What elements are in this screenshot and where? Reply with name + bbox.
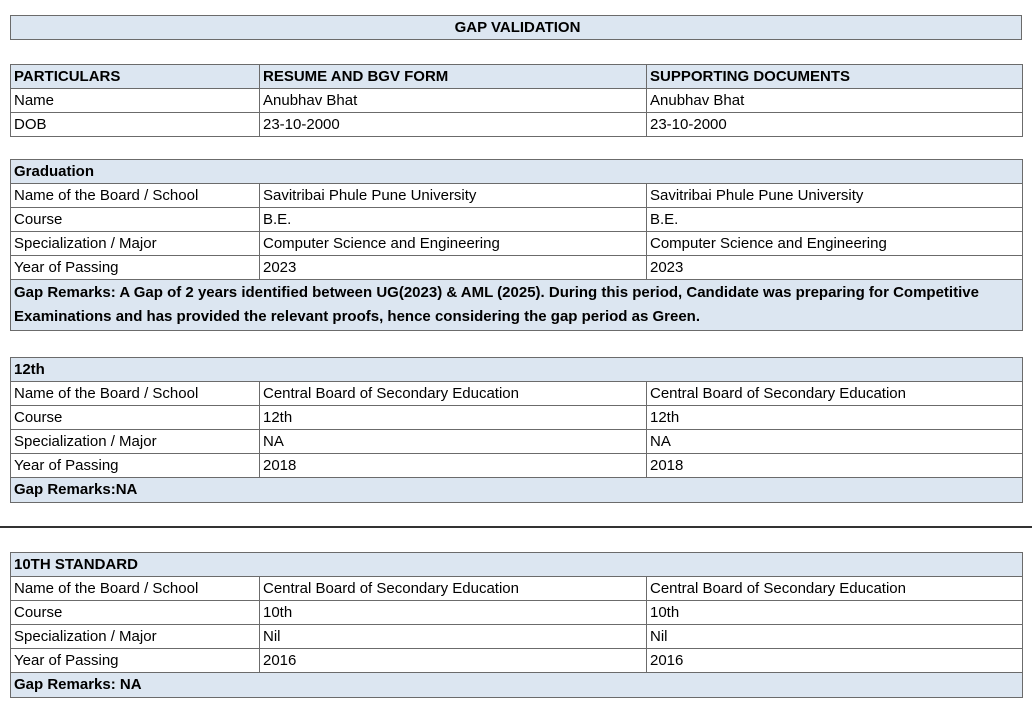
col-particulars: PARTICULARS <box>11 65 260 89</box>
gap-remarks: Gap Remarks:NA <box>11 478 1023 503</box>
table-row <box>11 649 1023 673</box>
particulars-table <box>10 64 1023 137</box>
section-heading: Graduation <box>11 160 1023 184</box>
docs-value: 12th <box>647 406 1023 430</box>
col-resume: RESUME AND BGV FORM <box>260 65 647 89</box>
table-row <box>11 406 1023 430</box>
page-divider <box>0 526 1032 528</box>
table-row <box>11 577 1023 601</box>
docs-value: Central Board of Secondary Education <box>647 382 1023 406</box>
header-row <box>11 65 1023 89</box>
resume-value: 2016 <box>260 649 647 673</box>
docs-value: 10th <box>647 601 1023 625</box>
row-label: Specialization / Major <box>11 232 260 256</box>
twelfth-block <box>10 357 1022 503</box>
gap-remarks: Gap Remarks: NA <box>11 673 1023 698</box>
resume-value: 2018 <box>260 454 647 478</box>
resume-value: Nil <box>260 625 647 649</box>
tenth-block <box>10 552 1022 698</box>
row-label: Course <box>11 601 260 625</box>
gap-remarks: Gap Remarks: A Gap of 2 years identified between UG(2023) & AML (2025). During this period, Candidate was preparing for Competitive Examinations and has provided the relevant proofs, hence considering the gap period as Green. <box>11 280 1023 331</box>
row-label: Name of the Board / School <box>11 382 260 406</box>
table-row <box>11 601 1023 625</box>
resume-value: 10th <box>260 601 647 625</box>
docs-value: Computer Science and Engineering <box>647 232 1023 256</box>
resume-value: NA <box>260 430 647 454</box>
col-documents: SUPPORTING DOCUMENTS <box>647 65 1023 89</box>
resume-value: B.E. <box>260 208 647 232</box>
table-row <box>11 256 1023 280</box>
table-row <box>11 625 1023 649</box>
docs-value: 23-10-2000 <box>647 113 1023 137</box>
docs-value: 2018 <box>647 454 1023 478</box>
resume-value: 2023 <box>260 256 647 280</box>
table-row <box>11 382 1023 406</box>
row-label: DOB <box>11 113 260 137</box>
row-label: Specialization / Major <box>11 430 260 454</box>
resume-value: Computer Science and Engineering <box>260 232 647 256</box>
row-label: Year of Passing <box>11 649 260 673</box>
section-heading: 10TH STANDARD <box>11 553 1023 577</box>
tenth-table <box>10 552 1023 698</box>
page-title: GAP VALIDATION <box>11 16 1022 40</box>
table-row <box>11 89 1023 113</box>
docs-value: B.E. <box>647 208 1023 232</box>
resume-value: Anubhav Bhat <box>260 89 647 113</box>
particulars-block <box>10 64 1022 137</box>
table-row <box>11 184 1023 208</box>
title-block <box>10 15 1022 40</box>
row-label: Year of Passing <box>11 454 260 478</box>
table-row <box>11 208 1023 232</box>
resume-value: Central Board of Secondary Education <box>260 577 647 601</box>
resume-value: Central Board of Secondary Education <box>260 382 647 406</box>
docs-value: 2023 <box>647 256 1023 280</box>
table-row <box>11 430 1023 454</box>
docs-value: 2016 <box>647 649 1023 673</box>
docs-value: NA <box>647 430 1023 454</box>
row-label: Specialization / Major <box>11 625 260 649</box>
row-label: Year of Passing <box>11 256 260 280</box>
row-label: Name of the Board / School <box>11 577 260 601</box>
resume-value: Savitribai Phule Pune University <box>260 184 647 208</box>
docs-value: Anubhav Bhat <box>647 89 1023 113</box>
docs-value: Savitribai Phule Pune University <box>647 184 1023 208</box>
graduation-block <box>10 159 1022 331</box>
table-row <box>11 113 1023 137</box>
graduation-table <box>10 159 1023 331</box>
table-row <box>11 232 1023 256</box>
docs-value: Central Board of Secondary Education <box>647 577 1023 601</box>
title-table <box>10 15 1022 40</box>
row-label: Name of the Board / School <box>11 184 260 208</box>
section-heading: 12th <box>11 358 1023 382</box>
twelfth-table <box>10 357 1023 503</box>
resume-value: 12th <box>260 406 647 430</box>
docs-value: Nil <box>647 625 1023 649</box>
row-label: Course <box>11 406 260 430</box>
resume-value: 23-10-2000 <box>260 113 647 137</box>
table-row <box>11 454 1023 478</box>
row-label: Name <box>11 89 260 113</box>
row-label: Course <box>11 208 260 232</box>
